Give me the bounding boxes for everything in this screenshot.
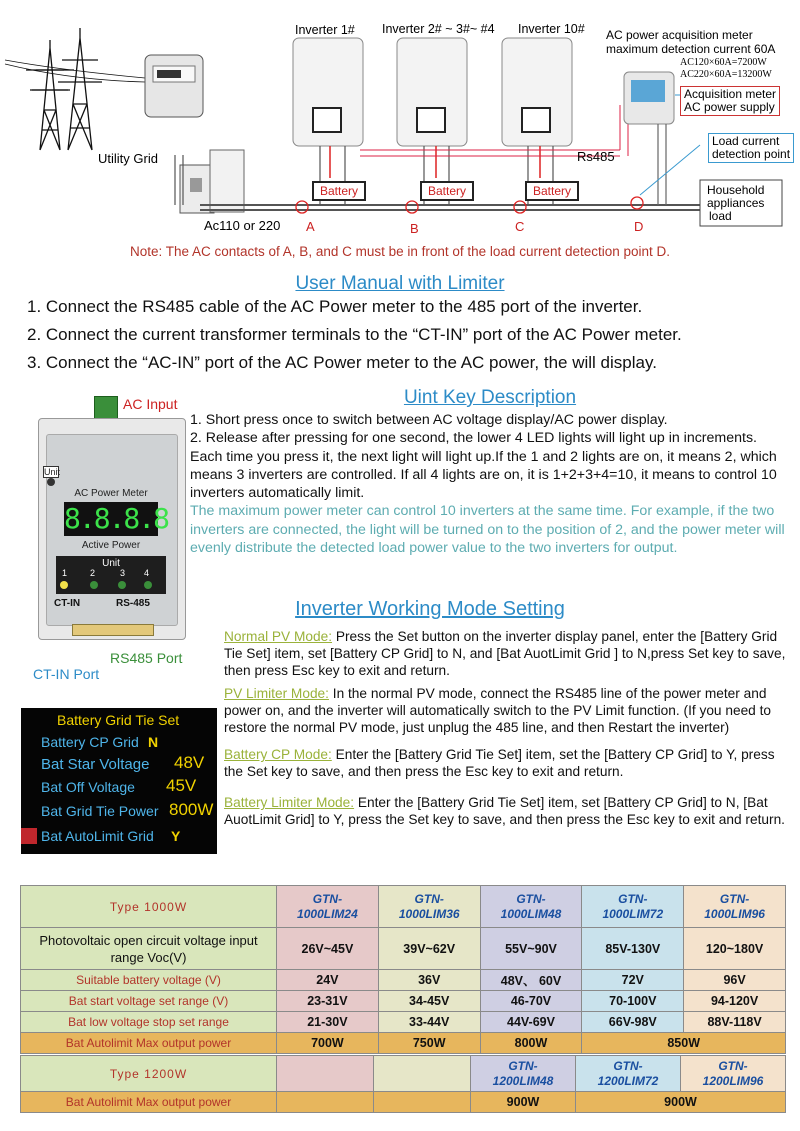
lcd-row2-label: Bat Star Voltage — [41, 756, 150, 773]
terminal-block-icon — [94, 396, 118, 420]
max-output-label: Bat Autolimit Max output power — [21, 1033, 277, 1054]
table-row — [21, 928, 786, 970]
lcd-row3-label: Bat Off Voltage — [41, 779, 135, 795]
utility-grid-label: Utility Grid — [98, 151, 158, 166]
led-number-1: 1 — [62, 568, 68, 578]
model-cell — [582, 886, 684, 928]
table-row — [21, 1056, 786, 1092]
table-row — [21, 970, 786, 991]
led-number-2: 2 — [90, 568, 96, 578]
rs485-label: Rs485 — [577, 149, 615, 164]
ct-in-device-label: CT-IN — [54, 598, 81, 609]
step-2: 2. Connect the current transformer terminals to the “CT-IN” port of the AC Power meter. — [27, 325, 682, 344]
low-voltage-label: Bat low voltage stop set range — [21, 1012, 277, 1033]
table-row — [21, 1033, 786, 1054]
bat-cell: 48V、 60V — [480, 970, 582, 991]
unit-label: Unit — [102, 558, 120, 569]
model-1000lim36: GTN- 1000LIM36 — [398, 891, 460, 921]
spec-table-1000w — [20, 885, 786, 1054]
model-1000lim24: GTN- 1000LIM24 — [297, 891, 358, 921]
key-title: Uint Key Description — [403, 387, 577, 408]
pv-cell: 120~180V — [684, 928, 786, 970]
lcd-title: Battery Grid Tie Set — [57, 712, 180, 728]
acq-supply-box — [680, 86, 780, 116]
modes-text — [224, 628, 796, 834]
meter-title — [606, 28, 775, 56]
ac-input-label: AC Input — [123, 396, 178, 412]
max-output-label-1200: Bat Autolimit Max output power — [21, 1092, 277, 1113]
start-cell: 23-31V — [277, 991, 379, 1012]
battery-limiter-text: Enter the [Battery Grid Tie Set] item, set [Battery CP Grid] to N, [Bat AuotLimit Grid] to Y, press the Set key to save, and then press the Esc key to exit and return. — [224, 795, 785, 827]
empty-cell — [374, 1056, 471, 1092]
active-power-label: Active Power — [81, 540, 141, 551]
unit-button[interactable]: Unit — [44, 467, 61, 477]
empty-cell — [374, 1092, 471, 1113]
acq-line1: Acquisition meter — [684, 87, 777, 101]
low-cell: 66V-98V — [582, 1012, 684, 1033]
normal-mode-label: Normal PV Mode: — [224, 629, 333, 644]
empty-cell — [277, 1056, 374, 1092]
point-d: D — [634, 219, 644, 234]
max-cell: 700W — [277, 1033, 379, 1054]
connector-icon — [72, 624, 154, 636]
lcd-row5-value: Y — [171, 828, 181, 844]
low-cell: 44V-69V — [480, 1012, 582, 1033]
model-1200lim48: GTN- 1200LIM48 — [492, 1058, 554, 1088]
battery-cp-text: Enter the [Battery Grid Tie Set] item, set the [Battery CP Grid] to Y, press the Set key to save, and then press the Esc key to exit and return. — [224, 747, 775, 779]
lcd-row1-label: Battery CP Grid — [41, 734, 139, 750]
model-cell — [684, 886, 786, 928]
type-1000w-cell — [21, 886, 277, 928]
button-icon[interactable] — [47, 478, 55, 486]
household-line2: appliances — [707, 196, 765, 210]
lcd-row1-value: N — [148, 734, 159, 750]
start-cell: 46-70V — [480, 991, 582, 1012]
inverter-2-4-label: Inverter 2# ~ 3#~ #4 — [382, 22, 495, 36]
model-1200lim72: GTN- 1200LIM72 — [597, 1058, 659, 1088]
model-cell — [480, 886, 582, 928]
start-cell: 70-100V — [582, 991, 684, 1012]
model-cell — [378, 886, 480, 928]
lcd-row2-value: 48V — [174, 753, 205, 772]
meter-spec-220: AC220×60A=13200W — [680, 69, 772, 80]
table-row — [21, 1092, 786, 1113]
pv-cell: 85V-130V — [582, 928, 684, 970]
rs485-port-label: RS485 Port — [110, 650, 183, 666]
led-1-icon — [60, 581, 68, 589]
start-voltage-label: Bat start voltage set range (V) — [21, 991, 277, 1012]
type-1000w: Type 1000W — [109, 899, 188, 914]
model-1000lim96: GTN- 1000LIM96 — [704, 891, 765, 921]
start-cell: 34-45V — [378, 991, 480, 1012]
model-cell — [681, 1056, 786, 1092]
lcd-row4-value: 800W — [169, 800, 214, 819]
inverter-icon — [293, 38, 572, 146]
load-line2: detection point — [712, 147, 791, 161]
pylon-icon — [26, 28, 102, 150]
load-detection-box — [708, 133, 794, 163]
lcd-panel — [21, 708, 217, 854]
meter-title-line2: maximum detection current 60A — [606, 42, 776, 56]
table-row — [21, 1012, 786, 1033]
key-p2: 2. Release after pressing for one second, the lower 4 LED lights will light up in increments. Each time you press it, the next light will light up.If the 1 and 2 lights are on, it means 2, which means 3 inverters are controlled. If all 4 lights are on, it is 1+2+3+4=10, it means to control 10 inverters automatically limit. — [190, 430, 777, 502]
type-1200w: Type 1200W — [109, 1066, 188, 1081]
empty-cell — [277, 1092, 374, 1113]
lcd-row3-value: 45V — [166, 776, 197, 795]
max-cell: 850W — [582, 1033, 786, 1054]
battery-b: Battery — [420, 181, 474, 201]
meter-title-line1: AC power acquisition meter — [606, 28, 753, 42]
ac-voltage-label: Ac110 or 220 — [204, 218, 281, 233]
point-b: B — [410, 221, 419, 236]
led-number-3: 3 — [120, 568, 126, 578]
battery-cp-label: Battery CP Mode: — [224, 747, 332, 762]
key-p1: 1. Short press once to switch between AC voltage display/AC power display. — [190, 412, 668, 428]
battery-voltage-label: Suitable battery voltage (V) — [21, 970, 277, 991]
table-row — [21, 991, 786, 1012]
step-3: 3. Connect the “AC-IN” port of the AC Power meter to the AC power, the will display. — [27, 353, 657, 372]
led-3-icon — [118, 581, 126, 589]
point-a: A — [306, 219, 315, 234]
led-number-4: 4 — [144, 568, 150, 578]
led-display: 8.8.8.8 — [64, 502, 169, 535]
point-c: C — [515, 219, 525, 234]
lcd-cursor-icon — [21, 828, 37, 844]
model-1000lim72: GTN- 1000LIM72 — [602, 891, 664, 921]
max-cell: 750W — [378, 1033, 480, 1054]
normal-mode-text: Press the Set button on the inverter display panel, enter the [Battery Grid Tie Set] item, set [Battery CP Grid] to N, and [Bat AuotLimit Grid ] to N,press Set key to save, then press Esc key to exit and return. — [224, 629, 786, 678]
bat-cell: 36V — [378, 970, 480, 991]
inverter-1-label: Inverter 1# — [295, 23, 355, 37]
model-cell — [471, 1056, 576, 1092]
type-1200w-cell — [21, 1056, 277, 1092]
meter-name: AC Power Meter — [74, 488, 148, 499]
led-2-icon — [90, 581, 98, 589]
battery-c: Battery — [525, 181, 579, 201]
lcd-row4-label: Bat Grid Tie Power — [41, 803, 159, 819]
ct-in-port-label: CT-IN Port — [33, 666, 100, 682]
table-row — [21, 886, 786, 928]
key-p3: The maximum power meter can control 10 inverters at the same time. For example, if the two inverters are connected, the light will be turned on to the position of 2, and the power meter will evenly distribute the detected load power value to the two inverters for output. — [190, 503, 785, 557]
pv-range-label: Photovoltaic open circuit voltage input range Voc(V) — [21, 928, 277, 970]
rs485-device-label: RS-485 — [116, 598, 150, 609]
bat-cell: 24V — [277, 970, 379, 991]
low-cell: 33-44V — [378, 1012, 480, 1033]
model-cell — [576, 1056, 681, 1092]
pv-limiter-label: PV Limiter Mode: — [224, 686, 329, 701]
manual-title: User Manual with Limiter — [295, 273, 505, 294]
start-cell: 94-120V — [684, 991, 786, 1012]
max-cell: 900W — [471, 1092, 576, 1113]
spec-table-1200w — [20, 1055, 786, 1113]
meter-spec — [680, 57, 772, 81]
key-description — [190, 411, 790, 557]
load-line1: Load current — [712, 134, 780, 148]
note: Note: The AC contacts of A, B, and C must be in front of the load current detection point D. — [129, 244, 671, 259]
battery-limiter-label: Battery Limiter Mode: — [224, 795, 355, 810]
battery-a: Battery — [312, 181, 366, 201]
step-1: 1. Connect the RS485 cable of the AC Power meter to the 485 port of the inverter. — [27, 297, 643, 316]
acq-line2: AC power supply — [684, 100, 775, 114]
bat-cell: 72V — [582, 970, 684, 991]
low-cell: 21-30V — [277, 1012, 379, 1033]
household-line3: load — [709, 209, 732, 223]
led-4-icon — [144, 581, 152, 589]
household-line1: Household — [707, 183, 765, 197]
inverter-10-label: Inverter 10# — [518, 22, 585, 36]
low-cell: 88V-118V — [684, 1012, 786, 1033]
max-cell: 800W — [480, 1033, 582, 1054]
pv-cell: 55V~90V — [480, 928, 582, 970]
model-cell — [277, 886, 379, 928]
lcd-row5-label: Bat AutoLimit Grid — [41, 828, 154, 844]
pv-cell: 39V~62V — [378, 928, 480, 970]
model-1000lim48: GTN- 1000LIM48 — [500, 891, 562, 921]
acquisition-meter-icon — [624, 72, 674, 124]
modes-title: Inverter Working Mode Setting — [295, 598, 565, 620]
household-label — [707, 184, 764, 223]
model-1200lim96: GTN- 1200LIM96 — [702, 1058, 764, 1088]
pv-cell: 26V~45V — [277, 928, 379, 970]
max-cell: 900W — [576, 1092, 786, 1113]
pv-limiter-text: In the normal PV mode, connect the RS485 line of the power meter and power on, and the inverter will automatically switch to the PV Limit function. (If you need to restore the normal PV mode, just unplug the 485 line, and then Restart the inverter) — [224, 686, 772, 735]
meter-spec-120: AC120×60A=7200W — [680, 57, 767, 68]
bat-cell: 96V — [684, 970, 786, 991]
